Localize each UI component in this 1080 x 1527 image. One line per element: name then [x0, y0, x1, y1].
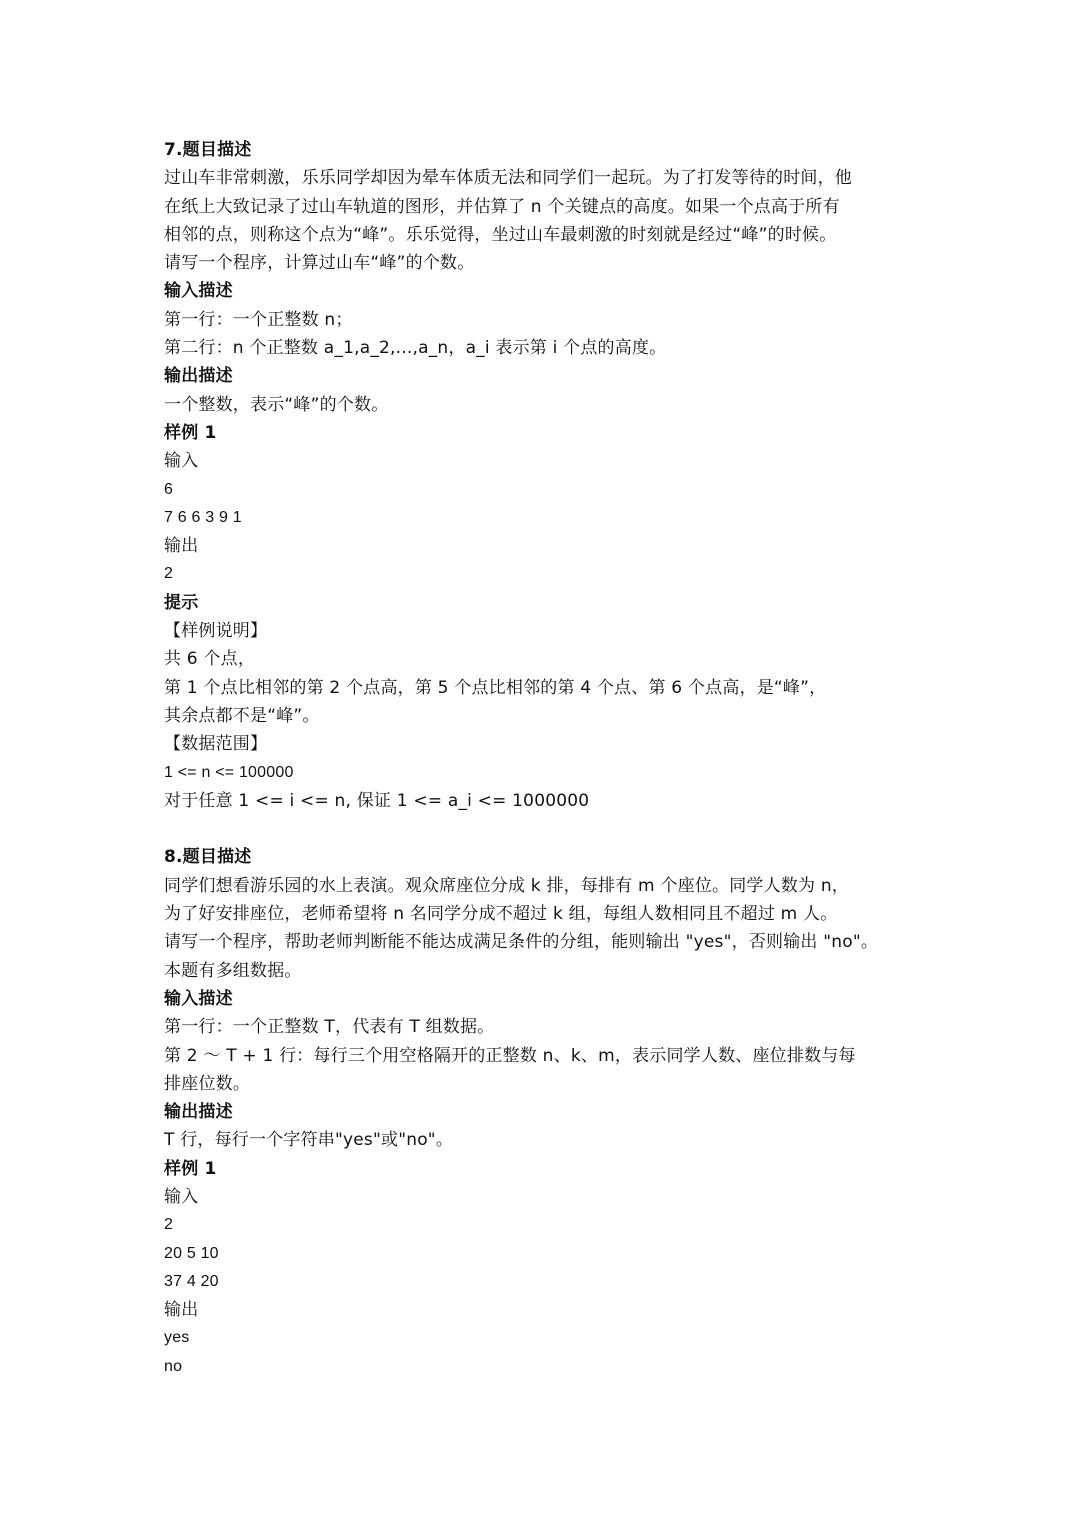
problem-8-desc-line: 同学们想看游乐园的水上表演。观众席座位分成 k 排，每排有 m 个座位。同学人数为 n， [164, 875, 849, 896]
problem-7-desc-line: 过山车非常刺激，乐乐同学却因为晕车体质无法和同学们一起玩。为了打发等待的时间，他 [164, 168, 852, 189]
problem-7-hint-line: 【数据范围】 [164, 734, 268, 755]
problem-7-desc-line: 在纸上大致记录了过山车轨道的图形，并估算了 n 个关键点的高度。如果一个点高于所有 [164, 196, 840, 217]
problem-7-hint-line: 1 <= n <= 100000 [164, 763, 294, 781]
problem-8-sample-heading: 样例 1 [164, 1158, 217, 1179]
problem-7-sample-input-line: 7 6 6 3 9 1 [164, 508, 242, 526]
problem-7-title: 7.题目描述 [164, 140, 252, 160]
problem-8-desc-line: 请写一个程序，帮助老师判断能不能达成满足条件的分组，能则输出 "yes"，否则输出 "no"。 [164, 932, 879, 953]
problem-7-hint-line: 其余点都不是“峰”。 [164, 705, 320, 726]
section-gap [164, 815, 924, 843]
problem-8-sample-output-line: no [164, 1357, 183, 1375]
problem-7-input-line: 第二行：n 个正整数 a_1,a_2,...,a_n，a_i 表示第 i 个点的高度。 [164, 338, 667, 359]
problem-7-hint-heading: 提示 [164, 592, 199, 613]
problem-7-desc-line: 相邻的点，则称这个点为“峰”。乐乐觉得，坐过山车最刺激的时刻就是经过“峰”的时候。 [164, 224, 837, 245]
problem-7-hint-line: 第 1 个点比相邻的第 2 个点高，第 5 个点比相邻的第 4 个点、第 6 个点高，是“峰”， [164, 677, 827, 698]
problem-8-input-line: 第 2 ～ T + 1 行：每行三个用空格隔开的正整数 n、k、m，表示同学人数、座位排数与每 [164, 1045, 856, 1066]
problem-8-sample-input-line: 37 4 20 [164, 1272, 219, 1290]
problem-7-input-heading: 输入描述 [164, 281, 233, 302]
problem-8-desc-line: 本题有多组数据。 [164, 960, 302, 981]
problem-7-sample-output-line: 2 [164, 565, 174, 583]
problem-8-sample-input-label: 输入 [164, 1186, 199, 1207]
problem-8-desc-line: 为了好安排座位，老师希望将 n 名同学分成不超过 k 组，每组人数相同且不超过 m 人。 [164, 904, 838, 925]
problem-8-sample-input-line: 2 [164, 1216, 174, 1234]
problem-7-output-line: 一个整数，表示“峰”的个数。 [164, 394, 389, 415]
problem-7-sample-heading: 样例 1 [164, 422, 217, 443]
problem-7-hint-line: 【样例说明】 [164, 621, 268, 642]
problem-8-sample-output-label: 输出 [164, 1300, 199, 1321]
problem-7-hint-line: 对于任意 1 <= i <= n, 保证 1 <= a_i <= 1000000 [164, 790, 590, 811]
problem-8-output-line: T 行，每行一个字符串"yes"或"no"。 [164, 1130, 454, 1151]
problem-8-sample-input-line: 20 5 10 [164, 1244, 219, 1262]
problem-7-hint-line: 共 6 个点， [164, 649, 256, 670]
problem-7-input-line: 第一行：一个正整数 n； [164, 309, 353, 330]
problem-7-output-heading: 输出描述 [164, 366, 233, 387]
problem-7-sample-input-label: 输入 [164, 451, 199, 472]
document-page [164, 136, 924, 1381]
problem-8-output-heading: 输出描述 [164, 1102, 233, 1123]
problem-8-input-heading: 输入描述 [164, 988, 233, 1009]
problem-8-input-line: 排座位数。 [164, 1073, 250, 1094]
problem-8-input-line: 第一行：一个正整数 T，代表有 T 组数据。 [164, 1017, 495, 1038]
problem-7-desc-line: 请写一个程序，计算过山车“峰”的个数。 [164, 253, 475, 274]
problem-8-sample-output-line: yes [164, 1329, 190, 1347]
problem-8-title: 8.题目描述 [164, 847, 252, 868]
problem-7-sample-output-label: 输出 [164, 536, 199, 557]
problem-7-sample-input-line: 6 [164, 480, 174, 498]
